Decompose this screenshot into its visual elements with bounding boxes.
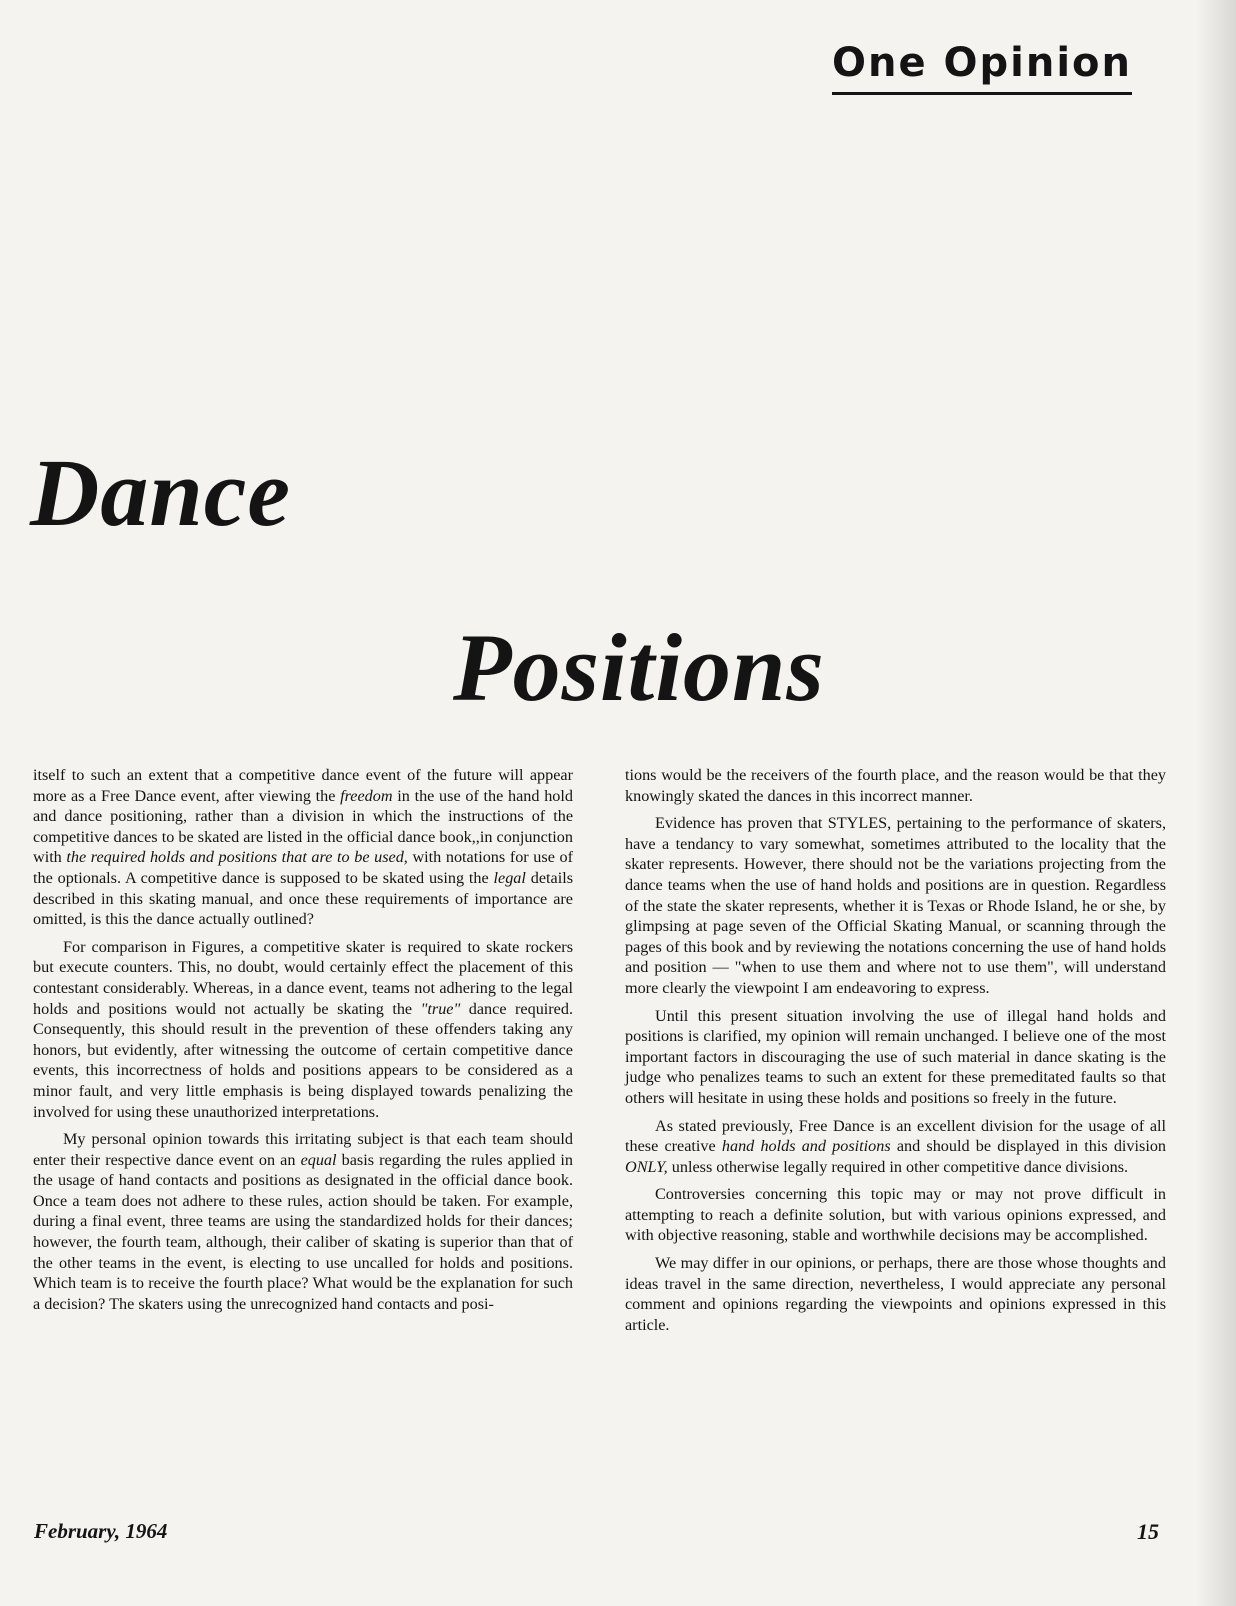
right-column: [625, 765, 1166, 1342]
left-column: [33, 765, 573, 1321]
right-paragraph-6: We may differ in our opinions, or perhaps, there are those whose thoughts and ideas travel in the same direction, nevertheless, I would appreciate any personal comment and opinions regarding the viewpoints and opinions expressed in this article.: [625, 1254, 1166, 1334]
page-number: 15: [1137, 1519, 1159, 1544]
right-paragraph-1: tions would be the receivers of the fourth place, and the reason would be that they knowingly skated the dances in this incorrect manner.: [625, 766, 1166, 805]
title-line-1: Dance: [30, 439, 291, 546]
left-paragraph-1: itself to such an extent that a competitive dance event of the future will appear more as a Free Dance event, after viewing the freedom in the use of the hand hold and dance positioning, rather than a division in which the instructions of the competitive dances to be skated are listed in the official dance book,,in conjunction with the required holds and positions that are to be used, with notations for use of the optionals. A competitive dance is supposed to be skated using the legal details described in this skating manual, and once these requirements of importance are omitted, is this the dance actually outlined?: [33, 766, 573, 929]
left-paragraph-3: My personal opinion towards this irritating subject is that each team should enter their respective dance event on an equal basis regarding the rules applied in the usage of hand contacts and positions as designated in the official dance book. Once a team does not adhere to these rules, action should be taken. For example, during a final event, three teams are using the standardized holds for their dances; however, the fourth team, although, their caliber of skating is superior than that of the other teams in the event, is electing to use uncalled for holds and positions. Which team is to receive the fourth place? What would be the explanation for such a decision? The skaters using the unrecognized hand contacts and posi-: [33, 1130, 573, 1313]
page-edge-shadow: [1196, 0, 1236, 1606]
right-paragraph-3: Until this present situation involving the use of illegal hand holds and positions is clarified, my opinion will remain unchanged. I believe one of the most important factors in discouraging the use of such material in dance skating is the judge who penalizes teams to such an extent for these premeditated faults so that others will hesitate in using these holds and positions so freely in the future.: [625, 1006, 1166, 1107]
right-paragraph-4: As stated previously, Free Dance is an excellent division for the usage of all these creative hand holds and positions and should be displayed in this division ONLY, unless otherwise legally required in other competitive dance divisions.: [625, 1116, 1167, 1176]
right-paragraph-5: Controversies concerning this topic may or may not prove difficult in attempting to reach a definite solution, but with various opinions expressed, and with objective reasoning, stable and worthwhile decisions may be accomplished.: [625, 1185, 1166, 1245]
right-paragraph-2: Evidence has proven that STYLES, pertaining to the performance of skaters, have a tendancy to vary somewhat, sometimes attributed to the locality that the skater represents. However, there should not be the variations projecting from the dance teams when the use of hand holds and positions are in question. Regardless of the state the skater represents, whether it is Texas or Rhode Island, he or she, by glimpsing at page seven of the Official Skating Manual, or scanning through the pages of this book and by reviewing the notations concerning the use of hand holds and position — "when to use them and where not to use them", will understand more clearly the viewpoint I am endeavoring to express.: [625, 814, 1166, 997]
title-line-2: Positions: [453, 614, 825, 721]
section-label: One Opinion: [832, 40, 1132, 95]
left-paragraph-2: For comparison in Figures, a competitive skater is required to skate rockers but execute counters. This, no doubt, would certainly effect the placement of this contestant considerably. Whereas, in a dance event, teams not adhering to the legal holds and positions would not actually be skating the "true" dance required. Consequently, this should result in the prevention of these offenders taking any honors, but evidently, after witnessing the outcome of certain competitive dance events, this incorrectness of holds and positions appears to be considered as a minor fault, and very little emphasis is being displayed towards penalizing the involved for using these unauthorized interpretations.: [33, 937, 573, 1121]
issue-date: February, 1964: [34, 1519, 168, 1543]
